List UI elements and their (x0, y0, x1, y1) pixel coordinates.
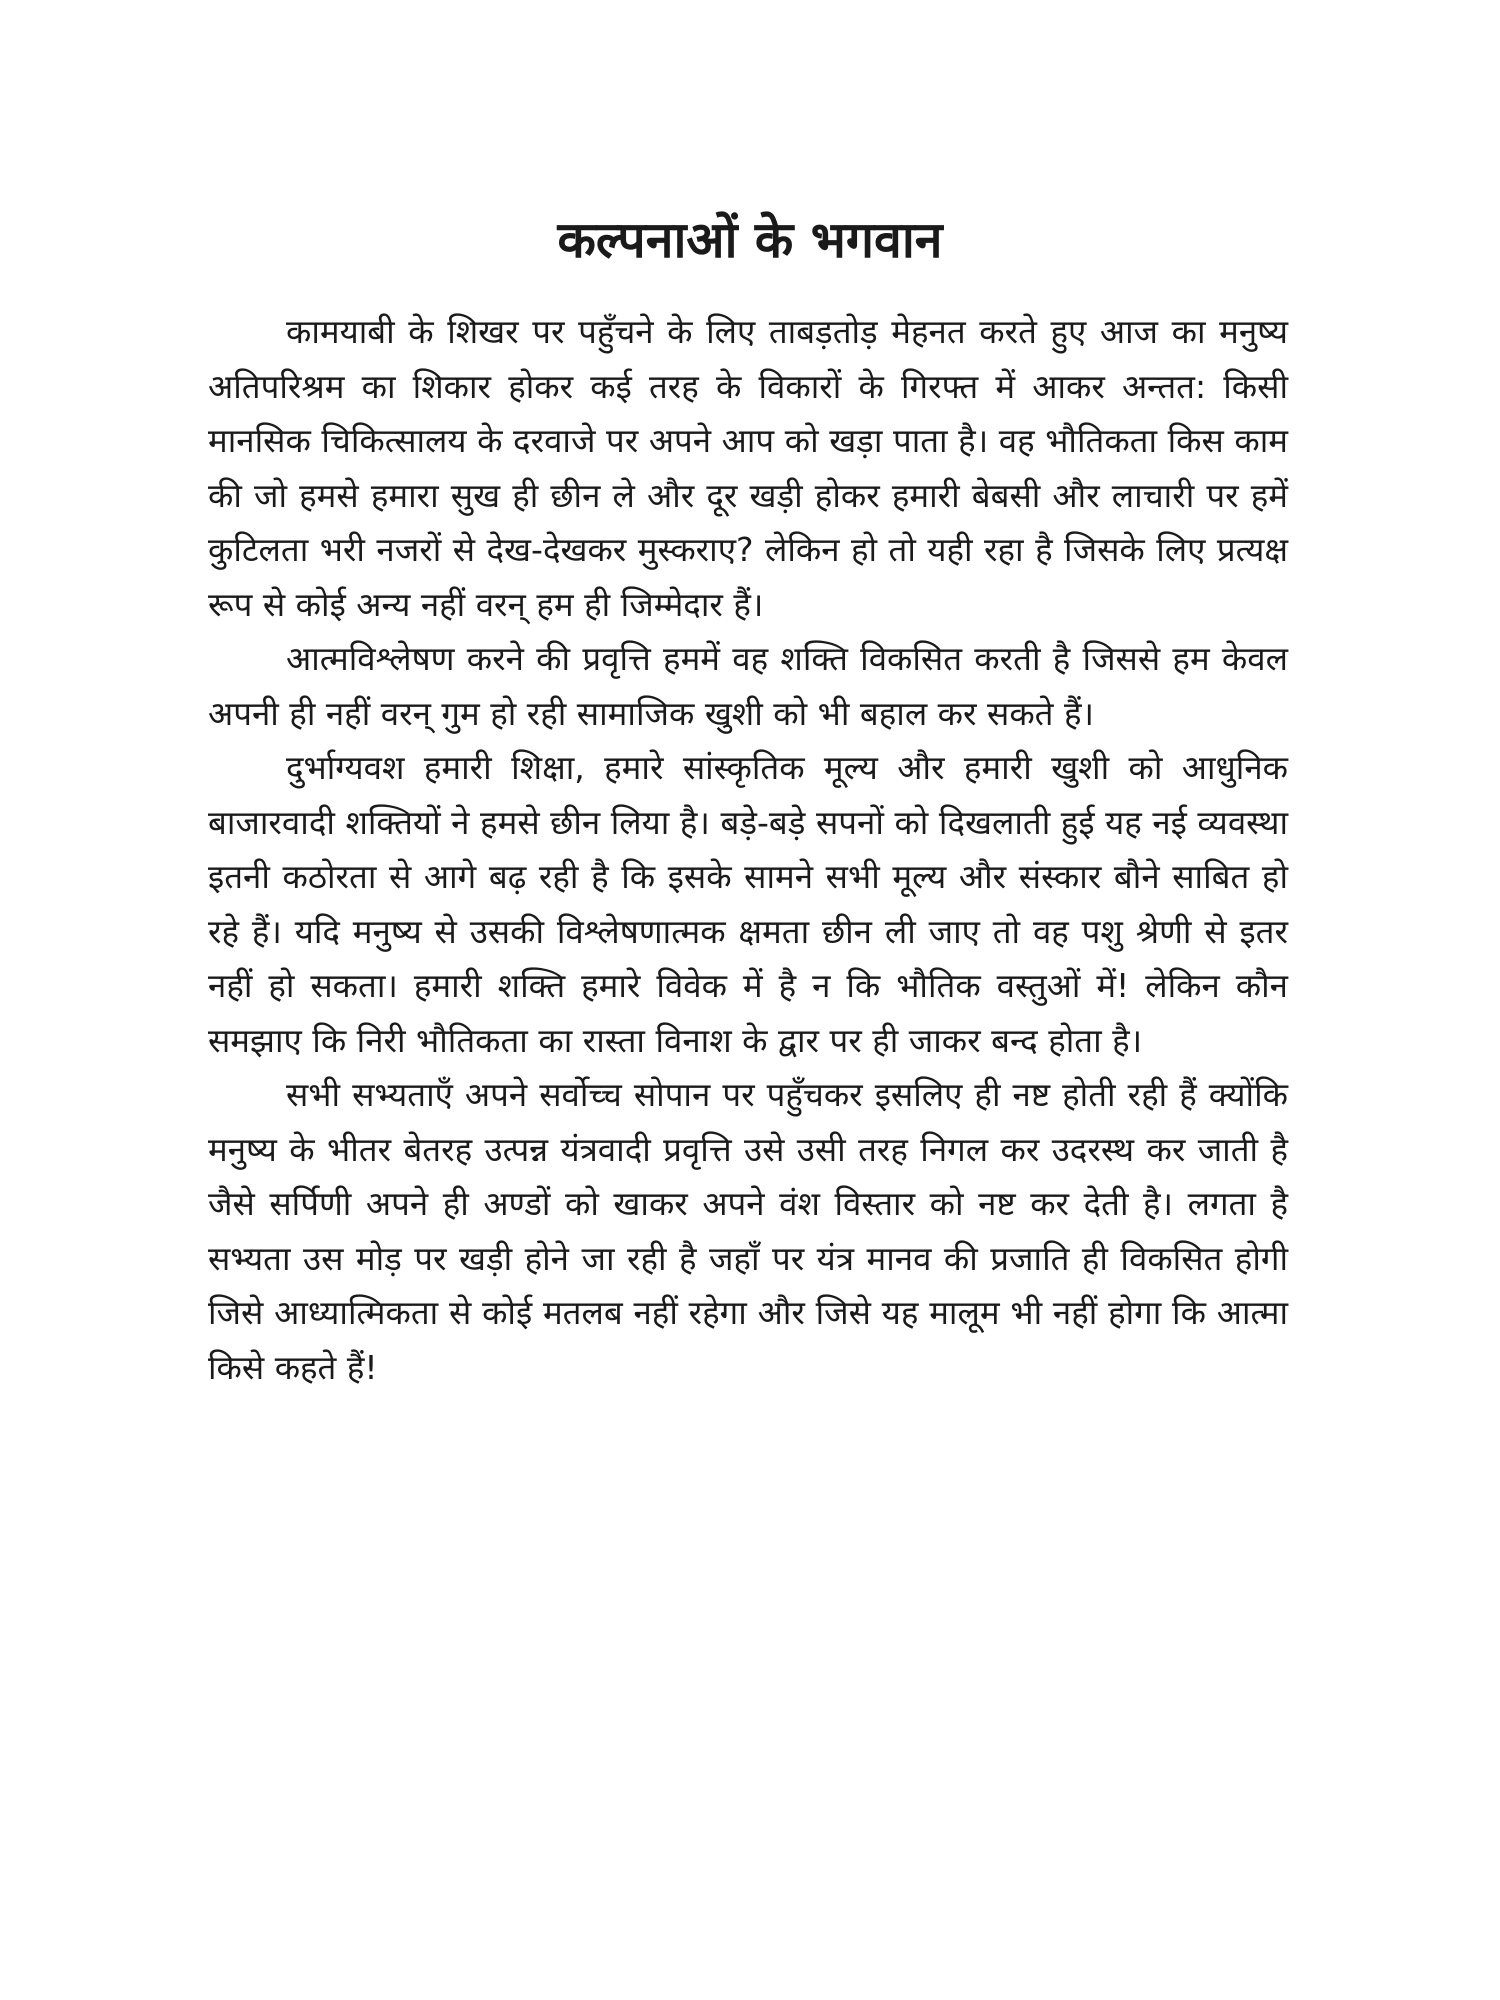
paragraph-1: कामयाबी के शिखर पर पहुँचने के लिए ताबड़तोड़ मेहनत करते हुए आज का मनुष्य अतिपरिश्रम का शिकार होकर कई तरह के विकारों के गिरफ्त में आकर अन्तत: किसी मानसिक चिकित्सालय के दरवाजे पर अपने आप को खड़ा पाता है। वह भौतिकता किस काम की जो हमसे हमारा सुख ही छीन ले और दूर खड़ी होकर हमारी बेबसी और लाचारी पर हमें कुटिलता भरी नजरों से देख-देखकर मुस्कराए? लेकिन हो तो यही रहा है जिसके लिए प्रत्यक्ष रूप से कोई अन्य नहीं वरन् हम ही जिम्मेदार हैं। (208, 312, 1288, 624)
paragraph-4: सभी सभ्यताएँ अपने सर्वोच्च सोपान पर पहुँचकर इसलिए ही नष्ट होती रही हैं क्योंकि मनुष्य के भीतर बेतरह उत्पन्न यंत्रवादी प्रवृत्ति उसे उसी तरह निगल कर उदरस्थ कर जाती है जैसे सर्पिणी अपने ही अण्डों को खाकर अपने वंश विस्तार को नष्ट कर देती है। लगता है सभ्यता उस मोड़ पर खड़ी होने जा रही है जहाँ पर यंत्र मानव की प्रजाति ही विकसित होगी जिसे आध्यात्मिकता से कोई मतलब नहीं रहेगा और जिसे यह मालूम भी नहीं होगा कि आत्मा किसे कहते हैं! (208, 1075, 1288, 1387)
page-title: कल्पनाओं के भगवान (557, 211, 943, 269)
article-body (208, 305, 1288, 1395)
paragraph-2: आत्मविश्लेषण करने की प्रवृत्ति हममें वह शक्ति विकसित करती है जिससे हम केवल अपनी ही नहीं वरन् गुम हो रही सामाजिक खुशी को भी बहाल कर सकते हैं। (208, 639, 1288, 733)
paragraph-3: दुर्भाग्यवश हमारी शिक्षा, हमारे सांस्कृतिक मूल्य और हमारी खुशी को आधुनिक बाजारवादी शक्तियों ने हमसे छीन लिया है। बड़े-बड़े सपनों को दिखलाती हुई यह नई व्यवस्था इतनी कठोरता से आगे बढ़ रही है कि इसके सामने सभी मूल्य और संस्कार बौने साबित हो रहे हैं। यदि मनुष्य से उसकी विश्लेषणात्मक क्षमता छीन ली जाए तो वह पशु श्रेणी से इतर नहीं हो सकता। हमारी शक्ति हमारे विवेक में है न कि भौतिक वस्तुओं में! लेकिन कौन समझाए कि निरी भौतिकता का रास्ता विनाश के द्वार पर ही जाकर बन्द होता है। (208, 748, 1288, 1060)
